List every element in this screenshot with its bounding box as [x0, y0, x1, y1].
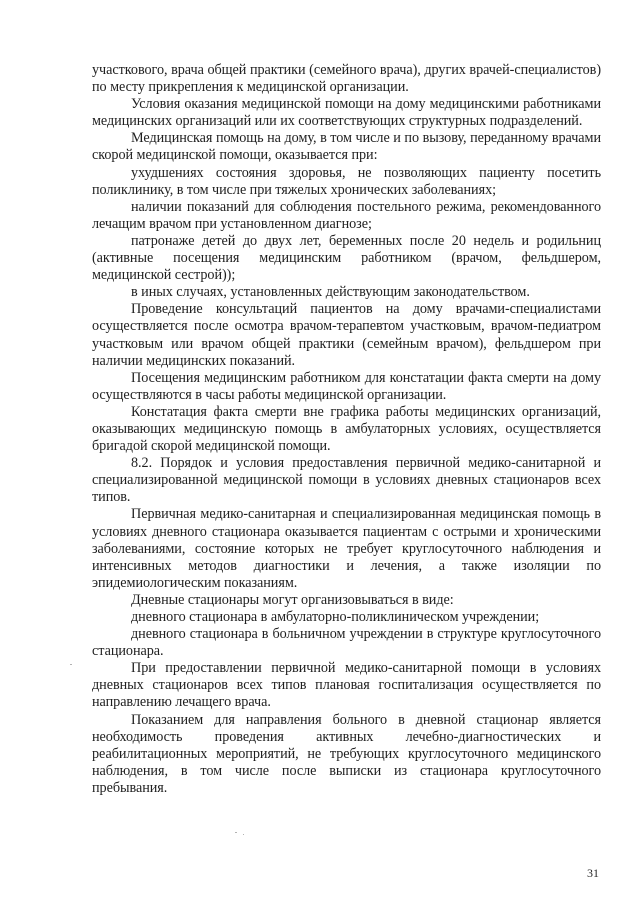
paragraph-13: Дневные стационары могут организовываться в виде: — [131, 591, 454, 608]
paragraph-15: дневного стационара в больничном учреждении в структуре круглосуточного стационара. — [92, 626, 601, 660]
scan-speck — [235, 832, 237, 833]
paragraph-8: Проведение консультаций пациентов на дому врачами-специалистами осуществляется после осмотра врачом-терапевтом участковым, врачом-педиатром участковым или врачом общей практики (семейным врачом), фельдшером при наличии медицинских показаний. — [92, 301, 601, 369]
paragraph-6: патронаже детей до двух лет, беременных после 20 недель и родильниц (активные посещения медицинским работником (врачом, фельдшером, медицинской сестрой)); — [92, 232, 601, 284]
paragraph-5: наличии показаний для соблюдения постельного режима, рекомендованного лечащим врачом при установленном диагнозе; — [92, 198, 601, 232]
scan-speck — [243, 834, 244, 835]
paragraph-12: Первичная медико-санитарная и специализированная медицинская помощь в условиях дневного стационара оказывается пациентам с острыми и хроническими заболеваниями, состояние которых не требует круглосуточного наблюдения и интенсивных методов диагностики и лечения, а также изоляции по эпидемиологическим показаниям. — [92, 506, 601, 591]
paragraph-7: в иных случаях, установленных действующим законодательством. — [131, 284, 530, 301]
paragraph-2: Условия оказания медицинской помощи на дому медицинскими работниками медицинских организаций или их соответствующих структурных подразделений. — [92, 96, 601, 130]
paragraph-4: ухудшениях состояния здоровья, не позволяющих пациенту посетить поликлинику, в том числе при тяжелых хронических заболеваниях; — [92, 164, 601, 198]
paragraph-14: дневного стационара в амбулаторно-поликлиническом учреждении; — [131, 609, 540, 625]
paragraph-3: Медицинская помощь на дому, в том числе и по вызову, переданному врачами скорой медицинской помощи, оказывается при: — [92, 130, 601, 164]
paragraph-10: Констатация факта смерти вне графика работы медицинских организаций, оказывающих медицинскую помощь в амбулаторных условиях, осуществляется бригадой скорой медицинской помощи. — [92, 403, 601, 455]
page-number: 31 — [587, 866, 599, 880]
paragraph-1: участкового, врача общей практики (семейного врача), других врачей-специалистов) по месту прикрепления к медицинской организации. — [92, 62, 601, 96]
paragraph-9: Посещения медицинским работником для констатации факта смерти на дому осуществляются в часы работы медицинской организации. — [92, 369, 601, 403]
paragraph-17: Показанием для направления больного в дневной стационар является необходимость проведения активных лечебно-диагностических и реабилитационных мероприятий, не требующих круглосуточного медицинского наблюдения, в том числе после выписки из стационара круглосуточного пребывания. — [92, 711, 601, 796]
scan-speck — [70, 664, 72, 665]
section-heading-8-2: 8.2. Порядок и условия предоставления первичной медико-санитарной и специализированной медицинской помощи в условиях дневных стационаров всех типов. — [92, 455, 601, 506]
document-body — [92, 62, 601, 797]
paragraph-16: При предоставлении первичной медико-санитарной помощи в условиях дневных стационаров всех типов плановая госпитализация осуществляется по направлению лечащего врача. — [92, 660, 601, 711]
